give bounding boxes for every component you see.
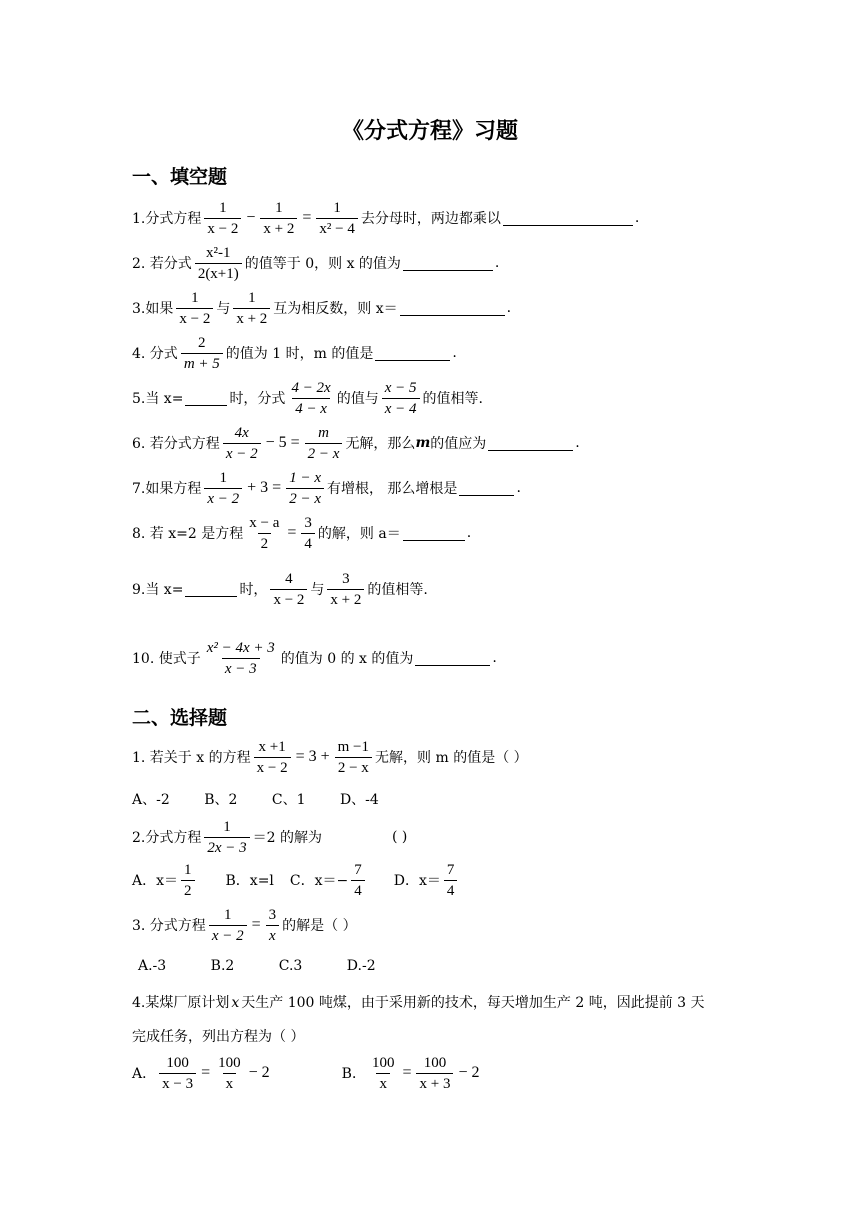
option-c[interactable]: C.3 [278, 958, 303, 974]
denominator: x − 2 [270, 589, 307, 609]
option-d[interactable]: D.-2 [346, 958, 376, 974]
fraction [176, 289, 213, 328]
numerator: x +1 [258, 738, 286, 755]
fill-question-6 [132, 420, 580, 466]
numerator: m [318, 424, 329, 441]
cq2-suffix: ＝2 的解为 [252, 830, 322, 846]
period: . [494, 255, 500, 271]
denominator: x − 3 [159, 1073, 196, 1093]
answer-blank[interactable] [503, 211, 633, 226]
fraction [369, 1054, 398, 1093]
numerator: 3 [342, 570, 350, 587]
denominator: 2 [181, 880, 195, 900]
fraction [382, 379, 420, 418]
fraction [266, 906, 280, 945]
denominator: 2 [258, 533, 272, 553]
choice-3-options [138, 958, 406, 974]
operator: − [248, 1064, 258, 1081]
numerator: 1 [184, 861, 192, 878]
option-d[interactable]: D、-4 [339, 792, 379, 808]
fraction [204, 199, 241, 238]
answer-blank[interactable] [415, 651, 490, 666]
fraction [209, 906, 247, 945]
choice-question-2 [132, 814, 407, 860]
numerator: 100 [166, 1054, 189, 1071]
answer-blank[interactable] [403, 526, 465, 541]
page-title: 《分式方程》习题 [341, 119, 518, 144]
fill-question-7 [132, 465, 521, 511]
numerator: 1 [223, 818, 231, 835]
fraction [204, 639, 278, 678]
denominator: x − 3 [222, 658, 260, 678]
q5-mid2: 的值与 [336, 391, 379, 407]
q2-suffix: 的值等于 0，则 x 的值为 [244, 256, 401, 272]
denominator: 2x − 3 [204, 837, 249, 857]
fraction [195, 244, 242, 283]
fill-question-4 [132, 330, 457, 376]
fraction [351, 861, 365, 900]
fill-question-1 [132, 195, 639, 241]
fraction [327, 570, 364, 609]
denominator: x − 2 [209, 925, 247, 945]
denominator: x − 2 [204, 218, 241, 238]
fraction [159, 1054, 196, 1093]
q3-mid: 与 [216, 301, 231, 317]
q5-suffix: 的值相等. [422, 391, 483, 407]
q6-suffix2: 的值应为 [430, 436, 487, 452]
operator: = [402, 1064, 412, 1081]
fraction [246, 514, 282, 553]
answer-parentheses[interactable]: ( ) [392, 829, 408, 845]
numerator: 2 [198, 334, 206, 351]
option-b[interactable]: B． [341, 1066, 366, 1082]
denominator: x [376, 1073, 390, 1093]
denominator: 2(x+1) [195, 263, 242, 283]
cq3-prefix: 3. 分式方程 [132, 918, 206, 934]
q2-prefix: 2. 若分式 [132, 256, 192, 272]
numerator: 100 [218, 1054, 241, 1071]
fill-question-8 [132, 510, 471, 556]
answer-blank[interactable] [185, 582, 237, 597]
option-a[interactable]: A．x＝ [132, 873, 179, 889]
numerator: 1 [223, 906, 232, 923]
fraction [305, 424, 343, 463]
variable-m: m [415, 435, 431, 451]
numerator: m −1 [337, 738, 370, 755]
operator: + [320, 748, 330, 765]
number: 2 [261, 1064, 270, 1081]
option-b[interactable]: B、2 [204, 792, 238, 808]
denominator: m + 5 [181, 353, 223, 373]
number: 5 [278, 434, 287, 451]
numerator: 1 [219, 199, 227, 216]
operator: + [247, 479, 257, 496]
fill-question-10 [132, 635, 497, 681]
q3-suffix: 互为相反数，则 x＝ [273, 301, 398, 317]
fraction [233, 289, 270, 328]
numerator: 100 [371, 1054, 395, 1071]
numerator: 1 − x [289, 469, 321, 486]
choice-question-4-line1 [132, 992, 705, 1012]
answer-blank[interactable] [459, 481, 514, 496]
fraction [270, 570, 307, 609]
fraction [204, 818, 249, 857]
fill-question-5 [132, 375, 483, 421]
fill-question-9 [132, 566, 428, 612]
denominator: x − 2 [254, 757, 291, 777]
q8-prefix: 8. 若 x=2 是方程 [132, 526, 244, 542]
denominator: x [223, 1073, 237, 1093]
q9-suffix: 的值相等. [367, 582, 428, 598]
denominator: x² − 4 [316, 218, 357, 238]
q8-suffix: 的解，则 a＝ [317, 526, 401, 542]
choice-1-options [132, 789, 409, 809]
answer-blank[interactable] [403, 256, 493, 271]
answer-blank[interactable] [375, 346, 450, 361]
operator: − [458, 1064, 468, 1081]
operator: = [272, 479, 282, 496]
numerator: 7 [446, 861, 455, 878]
cq4-line1b: 天生产 100 吨煤，由于采用新的技术，每天增加生产 2 吨，因此提前 3 天 [241, 995, 705, 1011]
fraction [416, 1054, 453, 1093]
numerator: x − 5 [384, 379, 417, 396]
choice-question-4-line2: 完成任务，列出方程为（ ） [132, 1029, 305, 1045]
operator: = [290, 434, 300, 451]
option-a[interactable]: A.-3 [138, 958, 167, 974]
denominator: x + 2 [327, 589, 364, 609]
answer-blank[interactable] [185, 391, 227, 406]
operator: = [251, 916, 261, 933]
q4-prefix: 4. 分式 [132, 346, 178, 362]
cq2-prefix: 2.分式方程 [132, 830, 202, 846]
denominator: x − 2 [204, 488, 242, 508]
q3-prefix: 3.如果 [132, 301, 174, 317]
numerator: 1 [219, 469, 227, 486]
number: 3 [308, 748, 317, 765]
answer-blank[interactable] [488, 436, 573, 451]
option-a[interactable]: A． [132, 1066, 157, 1082]
number: 3 [260, 479, 269, 496]
choice-question-1 [132, 734, 528, 780]
numerator: x − a [249, 514, 280, 531]
numerator: x²-1 [206, 244, 231, 261]
fraction [316, 199, 357, 238]
q1-prefix: 1.分式方程 [132, 211, 202, 227]
fraction [181, 861, 195, 900]
fraction [301, 514, 315, 553]
numerator: 1 [248, 289, 256, 306]
number: 2 [471, 1064, 480, 1081]
q10-suffix: 的值为 0 的 x 的值为 [280, 651, 414, 667]
operator: = [302, 209, 312, 226]
cq4-line1: 4.某煤厂原计划 [132, 995, 230, 1011]
fill-question-3 [132, 285, 511, 331]
numerator: 7 [354, 861, 362, 878]
fraction [260, 199, 297, 238]
denominator: x − 2 [223, 443, 261, 463]
numerator: 3 [304, 514, 312, 531]
denominator: 4 [444, 880, 458, 900]
fraction [254, 738, 291, 777]
q6-prefix: 6. 若分式方程 [132, 436, 220, 452]
choice-2-options [132, 857, 460, 903]
section-multiple-choice: 二、选择题 [132, 707, 228, 729]
period: . [492, 650, 497, 666]
period: . [452, 345, 457, 361]
denominator: x + 2 [260, 218, 297, 238]
q9-mid1: 时， [239, 582, 268, 598]
denominator: 2 − x [335, 757, 372, 777]
denominator: 4 − x [292, 398, 330, 418]
fraction [204, 469, 242, 508]
denominator: 2 − x [286, 488, 324, 508]
cq1-prefix: 1. 若关于 x 的方程 [132, 750, 251, 766]
q5-prefix: 5.当 x= [132, 391, 184, 407]
operator: − [265, 434, 275, 451]
numerator: 3 [268, 906, 277, 923]
fraction [215, 1054, 244, 1093]
fill-question-2 [132, 240, 499, 286]
denominator: 4 [351, 880, 365, 900]
period: . [516, 480, 521, 496]
option-b[interactable]: B.2 [210, 958, 235, 974]
numerator: 4 [285, 570, 293, 587]
q9-prefix: 9.当 x= [132, 582, 184, 598]
cq3-suffix: 的解是（ ） [282, 918, 357, 934]
period: . [634, 210, 640, 226]
option-c[interactable]: C、1 [271, 792, 306, 808]
operator: − [246, 209, 256, 226]
q5-mid1: 时，分式 [229, 391, 286, 407]
denominator: x + 3 [416, 1073, 453, 1093]
option-d[interactable]: D．x＝ [393, 873, 441, 889]
fraction [181, 334, 223, 373]
denominator: x [266, 925, 279, 945]
denominator: x + 2 [233, 308, 270, 328]
operator: = [201, 1064, 211, 1081]
cq1-suffix: 无解，则 m 的值是（ ） [375, 750, 528, 766]
numerator: 1 [275, 199, 283, 216]
choice-4-options [132, 1050, 481, 1096]
operator: = [295, 748, 305, 765]
q6-suffix: 无解，那么 [345, 436, 416, 452]
section-fill-blank: 一、填空题 [132, 166, 228, 188]
numerator: 4 − 2x [291, 379, 331, 396]
q7-suffix: 有增根， 那么增根是 [326, 481, 458, 497]
option-c[interactable]: C．x＝− [289, 873, 349, 889]
fraction [335, 738, 372, 777]
fraction [223, 424, 261, 463]
q4-suffix: 的值为 1 时，m 的值是 [225, 346, 374, 362]
q9-mid2: 与 [310, 582, 325, 598]
numerator: 1 [333, 199, 341, 216]
period: . [466, 525, 472, 541]
fraction [444, 861, 458, 900]
period: . [506, 300, 512, 316]
denominator: 2 − x [305, 443, 343, 463]
variable-x: x [231, 995, 240, 1011]
q1-suffix: 去分母时，两边都乘以 [360, 211, 501, 227]
q10-prefix: 10. 使式子 [132, 651, 201, 667]
period: . [575, 435, 580, 451]
denominator: x − 2 [176, 308, 213, 328]
option-b[interactable]: B．x=l [225, 873, 274, 889]
fraction [288, 379, 333, 418]
fraction [286, 469, 324, 508]
operator: = [287, 524, 297, 541]
denominator: 4 [301, 533, 315, 553]
numerator: 4x [234, 424, 249, 441]
answer-blank[interactable] [400, 301, 505, 316]
denominator: x − 4 [382, 398, 420, 418]
q7-prefix: 7.如果方程 [132, 481, 202, 497]
numerator: 100 [423, 1054, 447, 1071]
choice-question-3 [132, 902, 357, 948]
option-a[interactable]: A、-2 [132, 792, 170, 808]
numerator: 1 [191, 289, 199, 306]
numerator: x² − 4x + 3 [206, 639, 275, 656]
